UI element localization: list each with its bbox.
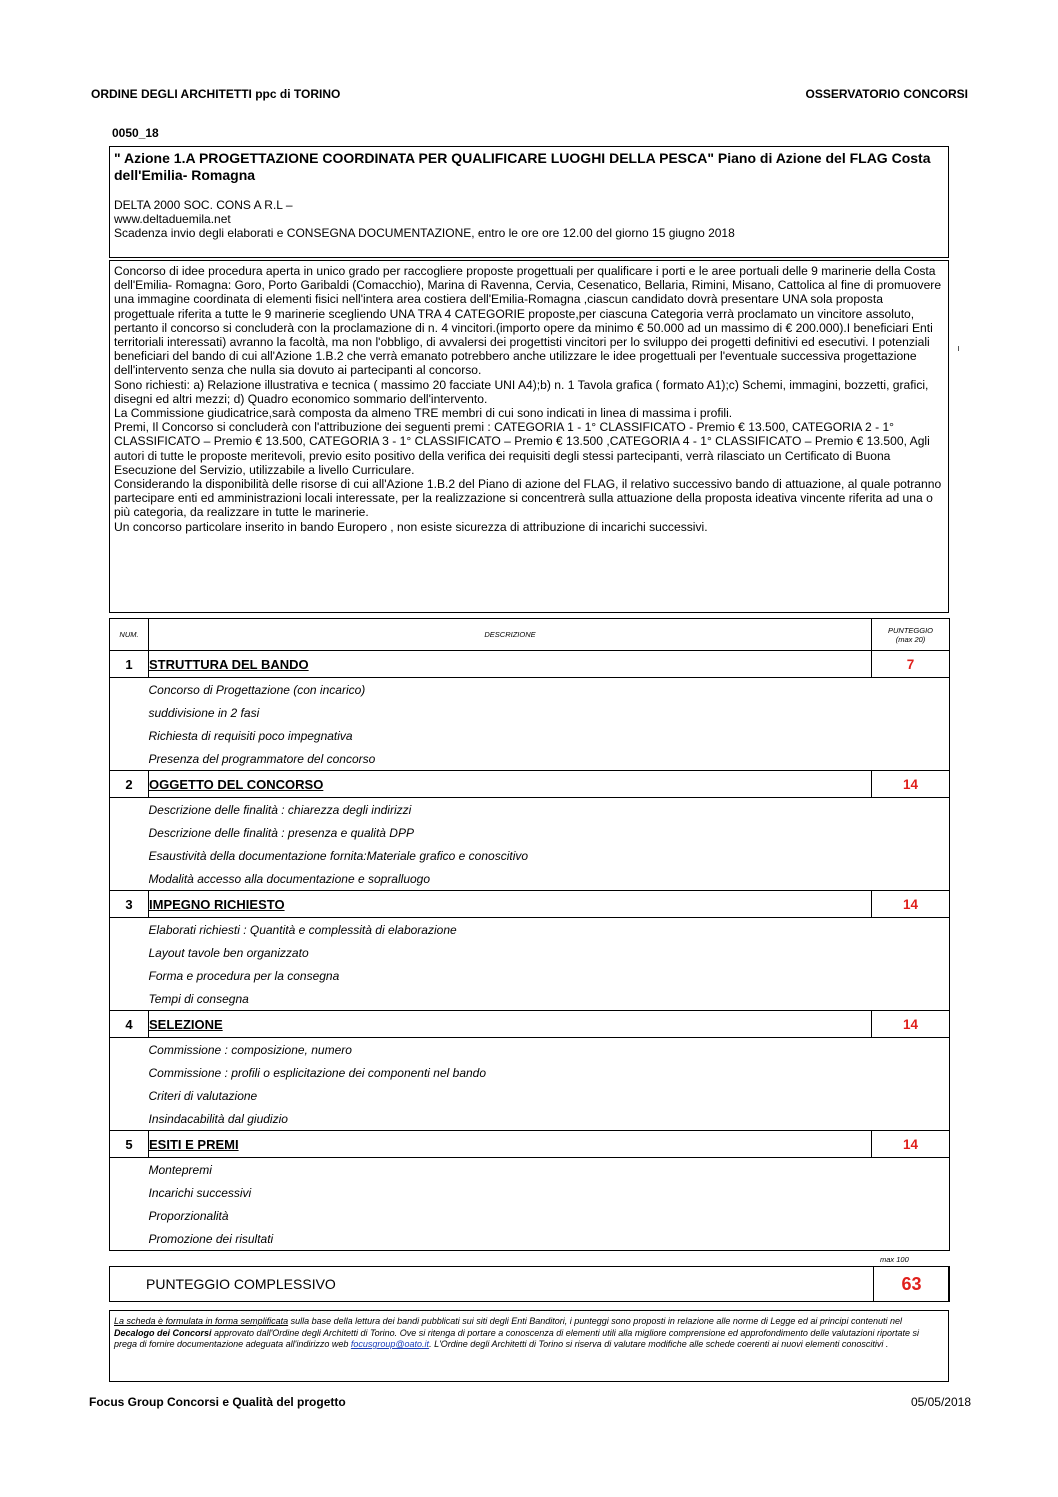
criterion-row: [110, 1084, 950, 1107]
criterion-label: Commissione : composizione, numero: [148, 1042, 352, 1057]
section-num: 4: [110, 1011, 149, 1038]
criterion-row: [110, 1158, 950, 1182]
score-table: [109, 618, 950, 1251]
footer-date: 05/05/2018: [910, 1395, 971, 1409]
description-paragraph: Premi, Il Concorso si concluderà con l'attribuzione dei seguenti premi : CATEGORIA 1 - 1° CLASSIFICATO - Premio € 13.500, CATEGORIA 2 - 1° CLASSIFICATO – Premio € 13.500, CATEGORIA 3 - 1° CLASSIFICATO – Premio € 13.500 ,CATEGORIA 4 - 1° CLASSIFICATO – Premio € 13.500, Agli autori di tutte le proposte meritevoli, previo esito positivo della verifica dei requisiti degli stessi partecipanti, verrà rilasciato un Certificato di Buona Esecuzione del Servizio, utilizzabile a livello Curriculare.: [114, 420, 930, 477]
criterion-row: [110, 941, 950, 964]
criterion-row: [110, 701, 950, 724]
total-score-box: [109, 1266, 949, 1302]
max-score-label: max 100: [880, 1255, 909, 1264]
criterion-label: Richiesta di requisiti poco impegnativa: [148, 728, 353, 743]
criterion-row: [110, 1061, 950, 1084]
criterion-row: [110, 844, 950, 867]
description-paragraph: Considerando la disponibilità delle risorse di cui all'Azione 1.B.2 del Piano di azione del FLAG, il relativo successivo bando di attuazione, al quale potranno partecipare enti ed amministrazioni locali interessate, per la realizzazione si concentrerà sulla attuazione della proposta ideativa vincente riferita ad una o più categoria, da realizzare in tutte le marinerie.: [114, 477, 942, 520]
table-header: [110, 619, 950, 651]
criterion-label: Forma e procedura per la consegna: [148, 968, 340, 983]
criterion-label: Concorso di Progettazione (con incarico): [148, 682, 366, 697]
section-title: SELEZIONE: [149, 1011, 872, 1038]
criterion-label: Layout tavole ben organizzato: [148, 945, 309, 960]
criterion-row: [110, 798, 950, 822]
col-desc-header: DESCRIZIONE: [149, 619, 872, 651]
criterion-row: [110, 678, 950, 702]
competition-title: " Azione 1.A PROGETTAZIONE COORDINATA PER QUALIFICARE LUOGHI DELLA PESCA" Piano di Azione del FLAG Costa dell'Emilia- Romagna: [114, 150, 931, 183]
criterion-label: Presenza del programmatore del concorso: [148, 751, 376, 766]
disclaimer-box: [109, 1310, 949, 1382]
section-row: [110, 771, 950, 798]
header-left: ORDINE DEGLI ARCHITETTI ppc di TORINO: [91, 87, 341, 101]
criterion-row: [110, 1107, 950, 1131]
section-title: STRUTTURA DEL BANDO: [149, 651, 872, 678]
section-score: 7: [872, 651, 950, 678]
criterion-label: Tempi di consegna: [148, 991, 249, 1006]
criterion-label: Promozione dei risultati: [149, 1227, 872, 1251]
description-paragraph: Sono richiesti: a) Relazione illustrativa e tecnica ( massimo 20 facciate UNI A4);b) n. 1 Tavola grafica ( formato A1);c) Schemi, immagini, bozzetti, grafici, disegni ed altri mezzi; d) Quadro economico sommario dell'intervento.: [114, 377, 929, 406]
section-num: 3: [110, 891, 149, 918]
criterion-label: Montepremi: [148, 1162, 212, 1177]
section-row: [110, 1011, 950, 1038]
criterion-row: [110, 821, 950, 844]
section-row: [110, 651, 950, 678]
document-code: 0050_18: [112, 126, 159, 140]
section-score: 14: [872, 1131, 950, 1158]
header-right: OSSERVATORIO CONCORSI: [805, 87, 968, 101]
section-row: [110, 891, 950, 918]
criterion-label: Descrizione delle finalità : presenza e qualità DPP: [148, 825, 414, 840]
section-num: 1: [110, 651, 149, 678]
criterion-row: [110, 1038, 950, 1062]
section-row: [110, 1131, 950, 1158]
criterion-row: [110, 918, 950, 942]
email-link[interactable]: focusgroup@oato.it: [350, 1339, 430, 1349]
criterion-row: [110, 1181, 950, 1204]
criterion-row: [110, 987, 950, 1011]
footer-left: Focus Group Concorsi e Qualità del progetto: [89, 1395, 346, 1409]
section-score: 14: [872, 771, 950, 798]
info-box: [109, 146, 949, 258]
description-paragraph: Concorso di idee procedura aperta in unico grado per raccogliere proposte progettuali per qualificare i porti e le aree portuali delle 9 marinerie della Costa dell'Emilia- Romagna: Goro, Porto Garibaldi (Comacchio), Marina di Ravenna, Cervia, Cesenatico, Bellaria, Rimini, Misano, Cattolica al fine di promuovere una immagine coordinata di elementi fisici nell'intera area costiera dell'Emilia-Romagna ,ciascun candidato dovrà presentare UNA sola proposta progettuale riferita a tutte le 9 marinerie scegliendo UNA TRA 4 CATEGORIE proposte,per ciascuna Categoria verrà proclamato un vincitore assoluto, pertanto il concorso si concluderà con la proclamazione di n. 4 vincitori.(importo opere da minimo € 50.000 ad un massimo di € 200.000).I beneficiari Enti territoriali interessati) avranno la facoltà, ma non l'obbligo, di avvalersi dei progettisti vincitori per lo sviluppo dei progetti definitivi ed esecutivi. I potenziali beneficiari del bando di cui all'Azione 1.B.2 che verrà emanato potrebbero anche utilizzare le idee progettuali per l'eventuale successiva progettazione dell'intervento senza che nulla sia dovuto ai partecipanti al concorso.: [114, 264, 942, 378]
description-paragraph: La Commissione giudicatrice,sarà composta da almeno TRE membri di cui sono indicati in linea di massima i profili.: [114, 406, 733, 421]
criterion-label: Commissione : profili o esplicitazione dei componenti nel bando: [148, 1065, 487, 1080]
criterion-row: [110, 724, 950, 747]
section-title: OGGETTO DEL CONCORSO: [149, 771, 872, 798]
margin-mark: [958, 346, 959, 351]
criterion-label: Elaborati richiesti : Quantità e complessità di elaborazione: [148, 922, 457, 937]
total-score-value: 63: [873, 1266, 950, 1302]
description-paragraph: Un concorso particolare inserito in bando Europero , non esiste sicurezza di attribuzione di incarichi successivi.: [114, 519, 708, 534]
section-num: 2: [110, 771, 149, 798]
section-score: 14: [872, 891, 950, 918]
criterion-row: [110, 1204, 950, 1227]
criterion-label: Descrizione delle finalità : chiarezza degli indirizzi: [148, 802, 412, 817]
criterion-label: Incarichi successivi: [148, 1185, 252, 1200]
deadline: Scadenza invio degli elaborati e CONSEGNA DOCUMENTAZIONE, entro le ore ore 12.00 del giorno 15 giugno 2018: [114, 226, 735, 240]
criterion-label: Criteri di valutazione: [148, 1088, 258, 1103]
organizer: DELTA 2000 SOC. CONS A R.L –: [114, 198, 293, 212]
criterion-row: [110, 964, 950, 987]
criterion-row: [110, 867, 950, 891]
criterion-label: Proporzionalità: [148, 1208, 229, 1223]
total-score-label: PUNTEGGIO COMPLESSIVO: [146, 1276, 336, 1292]
section-title: IMPEGNO RICHIESTO: [149, 891, 872, 918]
criterion-label: suddivisione in 2 fasi: [148, 705, 260, 720]
col-score-header: PUNTEGGIO (max 20): [872, 619, 950, 651]
criterion-label: Modalità accesso alla documentazione e sopralluogo: [148, 871, 431, 886]
col-num-header: NUM.: [110, 619, 149, 651]
section-num: 5: [110, 1131, 149, 1158]
criterion-row: [110, 747, 950, 771]
section-score: 14: [872, 1011, 950, 1038]
description-box: [109, 260, 949, 613]
website-link[interactable]: www.deltaduemila.net: [114, 212, 231, 226]
section-title: ESITI E PREMI: [149, 1131, 872, 1158]
criterion-label: Insindacabilità dal giudizio: [148, 1111, 288, 1126]
criterion-row: [110, 1227, 950, 1251]
criterion-label: Esaustività della documentazione fornita:Materiale grafico e conoscitivo: [148, 848, 529, 863]
disclaimer-text: La scheda è formulata in forma semplificata sulla base della lettura dei bandi pubblicati sui siti degli Enti Banditori, i punteggi sono proposti in relazione alle norme di Legge ed ai principi contenuti nel Decalogo dei Concorsi approvato dall'Ordine degli Architetti di Torino. Ove si ritenga di portare a conoscenza di elementi utili alla migliore comprensione ed approfondimento delle valutazioni riportate si prega di fornire documentazione adeguata all'indirizzo web focusgroup@oato.it. L'Ordine degli Architetti di Torino si riserva di valutare modifiche alle schede coerenti ai nuovi elementi conoscitivi .: [114, 1316, 919, 1349]
